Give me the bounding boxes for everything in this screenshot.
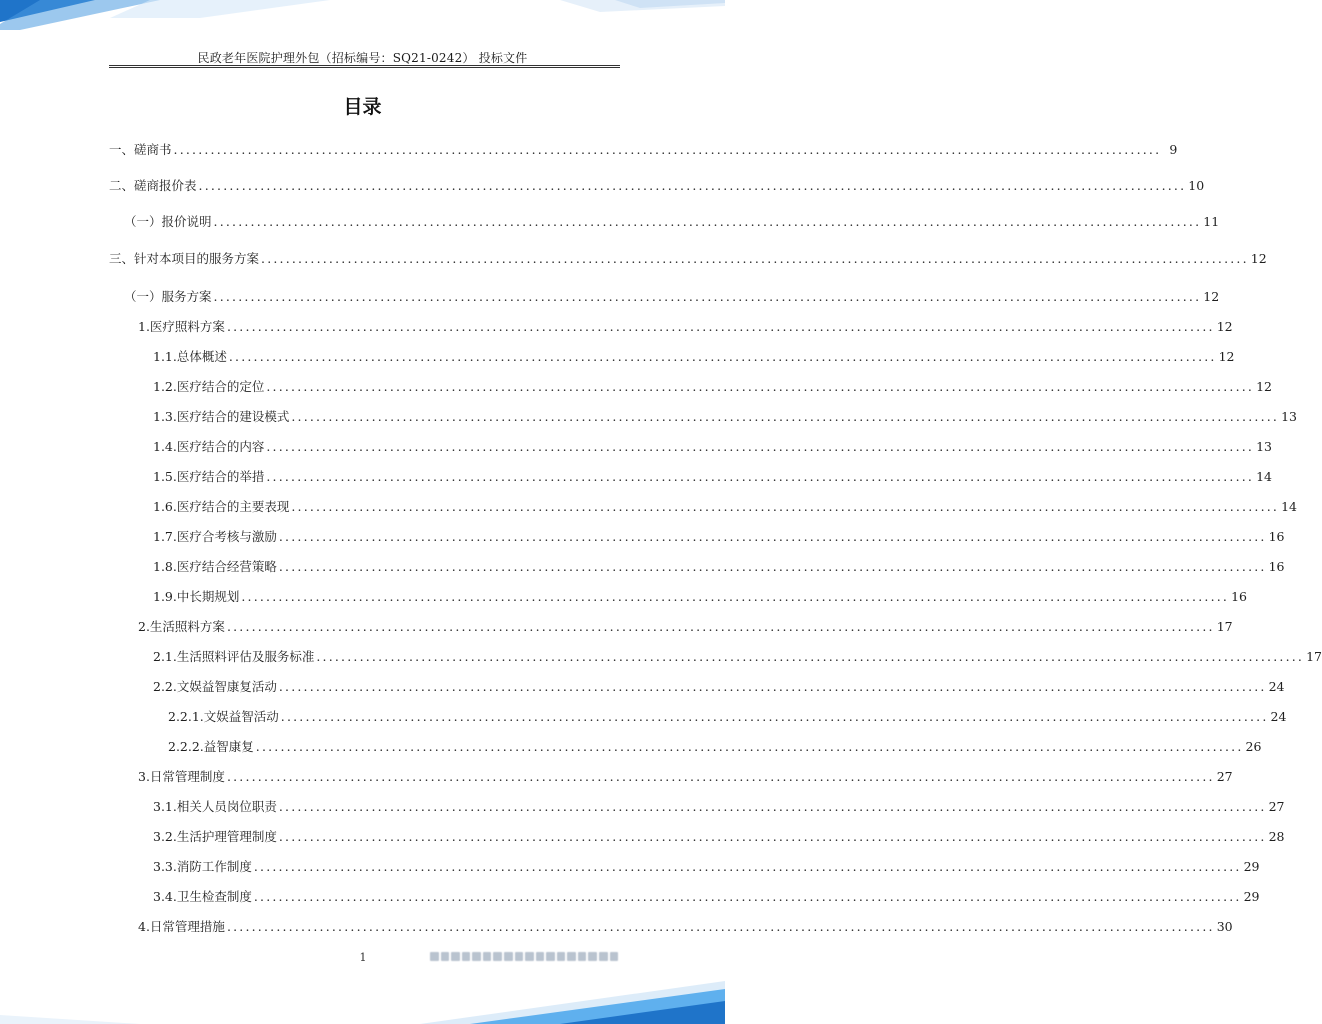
toc-entry-label: 2.2.2.益智康复 [168, 739, 254, 754]
toc-entry-label: 二、磋商报价表 [109, 178, 197, 193]
toc-leader-dots: ................................................................................................................................................................ [226, 919, 1215, 934]
toc-entry-label: 2.生活照料方案 [138, 619, 225, 634]
toc-entry-label: 3.3.消防工作制度 [153, 859, 252, 874]
toc-entry-page: 27 [1216, 769, 1233, 784]
toc-entry[interactable] [153, 558, 1285, 576]
toc-entry[interactable] [153, 588, 1248, 606]
toc-entry-page: 16 [1268, 529, 1285, 544]
toc-entry-page: 30 [1216, 919, 1233, 934]
toc-leader-dots: ................................................................................................................................................................ [266, 439, 1255, 454]
toc-title: 目录 [343, 96, 382, 118]
toc-entry-page: 14 [1256, 469, 1273, 484]
toc-entry[interactable] [153, 888, 1260, 906]
toc-leader-dots: ................................................................................................................................................................ [228, 349, 1217, 364]
toc-leader-dots: ................................................................................................................................................................ [226, 769, 1215, 784]
toc-leader-dots: ................................................................................................................................................................ [241, 589, 1230, 604]
toc-entry[interactable] [109, 250, 1267, 268]
toc-entry[interactable] [153, 528, 1285, 546]
toc-entry-label: 1.2.医疗结合的定位 [153, 379, 265, 394]
toc-entry-label: 3.1.相关人员岗位职责 [153, 799, 277, 814]
toc-entry-page: 12 [1218, 349, 1235, 364]
toc-leader-dots: ................................................................................................................................................................ [291, 409, 1280, 424]
toc-entry[interactable] [124, 213, 1220, 231]
toc-entry-label: 1.8.医疗结合经营策略 [153, 559, 277, 574]
toc-entry-label: 1.5.医疗结合的举措 [153, 469, 265, 484]
toc-leader-dots: ................................................................................................................................................................ [278, 529, 1267, 544]
toc-leader-dots: ................................................................................................................................................................ [266, 379, 1255, 394]
document-header-title: 民政老年医院护理外包（招标编号：SQ21-0242） 投标文件 [197, 51, 528, 65]
toc-entry-label: 4.日常管理措施 [138, 919, 225, 934]
toc-entry[interactable] [124, 288, 1220, 306]
toc-entry[interactable] [168, 708, 1287, 726]
toc-entry[interactable] [153, 498, 1298, 516]
toc-entry-label: 1.6.医疗结合的主要表现 [153, 499, 290, 514]
toc-entry[interactable] [153, 348, 1235, 366]
toc-entry-page: 13 [1281, 409, 1298, 424]
toc-leader-dots: ................................................................................................................................................................ [213, 289, 1202, 304]
header-rule [109, 65, 620, 66]
toc-entry-label: 三、针对本项目的服务方案 [109, 251, 260, 266]
toc-entry[interactable] [153, 858, 1260, 876]
toc-entry-page: 17 [1306, 649, 1322, 664]
toc-entry[interactable] [138, 318, 1233, 336]
blurred-footer-text [430, 950, 618, 963]
toc-entry-label: 1.医疗照料方案 [138, 319, 225, 334]
toc-entry-label: 3.日常管理制度 [138, 769, 225, 784]
toc-entry-page: 12 [1256, 379, 1273, 394]
toc-entry[interactable] [138, 918, 1233, 936]
toc-entry-page: 24 [1270, 709, 1287, 724]
toc-leader-dots: ................................................................................................................................................................ [278, 559, 1267, 574]
toc-entry[interactable] [153, 408, 1298, 426]
toc-entry-page: 24 [1268, 679, 1285, 694]
bottom-decorative-banner [0, 975, 725, 1024]
toc-entry[interactable] [153, 438, 1273, 456]
toc-entry-label: 3.4.卫生检查制度 [153, 889, 252, 904]
toc-leader-dots: ................................................................................................................................................................ [280, 709, 1269, 724]
toc-entry-page: 9 [1169, 142, 1178, 157]
toc-entry[interactable] [109, 177, 1205, 195]
toc-leader-dots: ................................................................................................................................................................ [173, 142, 1162, 157]
toc-entry-label: 1.1.总体概述 [153, 349, 227, 364]
toc-entry[interactable] [153, 468, 1273, 486]
toc-entry-page: 26 [1245, 739, 1262, 754]
toc-entry-page: 29 [1243, 889, 1260, 904]
toc-entry-page: 12 [1203, 289, 1220, 304]
header-rule-thin [109, 67, 620, 68]
toc-entry-page: 27 [1268, 799, 1285, 814]
toc-entry-page: 13 [1256, 439, 1273, 454]
toc-entry-label: 2.2.文娱益智康复活动 [153, 679, 277, 694]
toc-entry-page: 12 [1216, 319, 1233, 334]
toc-entry[interactable] [153, 378, 1273, 396]
toc-leader-dots: ................................................................................................................................................................ [278, 799, 1267, 814]
toc-entry-page: 28 [1268, 829, 1285, 844]
toc-entry-label: 1.9.中长期规划 [153, 589, 240, 604]
toc-entry-page: 16 [1268, 559, 1285, 574]
toc-leader-dots: ................................................................................................................................................................ [278, 679, 1267, 694]
toc-entry-label: 2.1.生活照料评估及服务标准 [153, 649, 315, 664]
toc-leader-dots: ................................................................................................................................................................ [266, 469, 1255, 484]
toc-entry[interactable] [138, 618, 1233, 636]
top-decorative-banner [0, 0, 725, 42]
toc-entry-page: 29 [1243, 859, 1260, 874]
toc-entry-label: 1.3.医疗结合的建设模式 [153, 409, 290, 424]
toc-leader-dots: ................................................................................................................................................................ [198, 178, 1187, 193]
toc-entry[interactable] [168, 738, 1262, 756]
toc-leader-dots: ................................................................................................................................................................ [253, 859, 1242, 874]
toc-entry-page: 16 [1231, 589, 1248, 604]
toc-leader-dots: ................................................................................................................................................................ [253, 889, 1242, 904]
page-number: 1 [359, 951, 367, 964]
toc-entry[interactable] [109, 141, 1178, 159]
toc-entry-label: 1.4.医疗结合的内容 [153, 439, 265, 454]
toc-leader-dots: ................................................................................................................................................................ [278, 829, 1267, 844]
toc-entry-page: 14 [1281, 499, 1298, 514]
toc-entry[interactable] [153, 798, 1285, 816]
toc-entry-page: 11 [1203, 214, 1220, 229]
toc-entry-page: 17 [1216, 619, 1233, 634]
toc-entry[interactable] [153, 648, 1322, 666]
toc-leader-dots: ................................................................................................................................................................ [261, 251, 1249, 266]
toc-entry[interactable] [138, 768, 1233, 786]
toc-entry-label: 2.2.1.文娱益智活动 [168, 709, 279, 724]
toc-entry[interactable] [153, 678, 1285, 696]
toc-leader-dots: ................................................................................................................................................................ [226, 319, 1215, 334]
toc-entry-label: （一）报价说明 [124, 214, 212, 229]
toc-entry-label: 3.2.生活护理管理制度 [153, 829, 277, 844]
toc-entry-page: 12 [1250, 251, 1267, 266]
toc-entry-label: 一、磋商书 [109, 142, 172, 157]
toc-leader-dots: ................................................................................................................................................................ [213, 214, 1202, 229]
toc-entry-page: 10 [1188, 178, 1205, 193]
toc-entry-label: （一）服务方案 [124, 289, 212, 304]
toc-leader-dots: ................................................................................................................................................................ [255, 739, 1244, 754]
toc-leader-dots: ................................................................................................................................................................ [291, 499, 1280, 514]
toc-leader-dots: ................................................................................................................................................................ [226, 619, 1215, 634]
toc-entry-label: 1.7.医疗合考核与激励 [153, 529, 277, 544]
toc-entry[interactable] [153, 828, 1285, 846]
toc-leader-dots: ................................................................................................................................................................ [316, 649, 1305, 664]
